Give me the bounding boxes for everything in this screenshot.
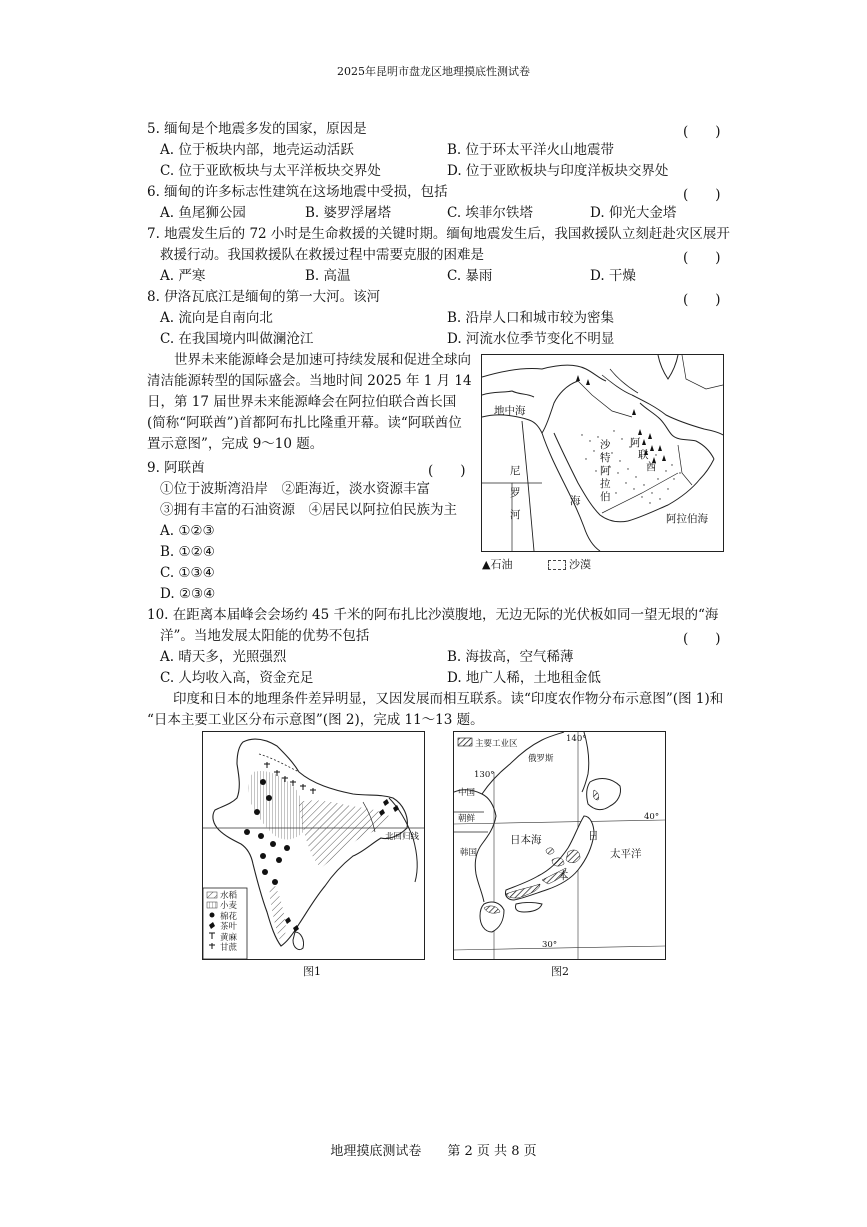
oil-markers: [576, 375, 666, 463]
label-north-korea: 朝鲜: [458, 814, 476, 824]
q8-answer-paren: ( ): [683, 292, 721, 308]
q10-stem-line1: 10. 在距离本届峰会会场约 45 千米的阿布扎比沙漠腹地，无边无际的光伏板如同一望无垠的“海: [147, 607, 719, 623]
legend-sugarcane: 甘蔗: [220, 943, 238, 953]
q5-stem: 5. 缅甸是个地震多发的国家，原因是: [147, 121, 367, 137]
label-japan-ri: 日: [588, 830, 599, 842]
label-russia: 俄罗斯: [528, 754, 554, 764]
q9-option-d: D. ②③④: [160, 586, 216, 602]
q5-option-c: C. 位于亚欧板块与太平洋板块交界处: [160, 163, 381, 179]
q10-answer-paren: ( ): [683, 631, 721, 647]
legend-jute: 黄麻: [220, 933, 238, 943]
q9-option-c: C. ①③④: [160, 565, 215, 581]
label-nile-3: 河: [510, 509, 521, 521]
fig2-caption: 图2: [551, 965, 569, 978]
label-south-korea: 韩国: [460, 848, 478, 858]
uae-location-map: [481, 354, 724, 552]
q7-option-b: B. 高温: [305, 268, 351, 284]
label-china: 中国: [458, 788, 476, 798]
q8-option-a: A. 流向是自南向北: [160, 310, 273, 326]
japan-industry-map: [453, 731, 666, 960]
q9-statement-line2: ③拥有丰富的石油资源 ④居民以阿拉伯民族为主: [160, 502, 457, 518]
oil-icon: ▲: [482, 558, 491, 571]
label-uae-2: 联: [638, 449, 649, 461]
passage-india-japan-line2: “日本主要工业区分布示意图”(图 2)，完成 11～13 题。: [147, 712, 484, 728]
q9-option-a: A. ①②③: [160, 523, 215, 539]
q5-answer-paren: ( ): [683, 124, 721, 140]
q9-answer-paren: ( ): [428, 463, 466, 479]
q5-option-d: D. 位于亚欧板块与印度洋板块交界处: [447, 163, 669, 179]
page-header: 2025年昆明市盘龙区地理摸底性测试卷: [337, 65, 530, 78]
q10-option-c: C. 人均收入高，资金充足: [160, 670, 314, 686]
q6-option-c: C. 埃菲尔铁塔: [447, 205, 533, 221]
legend-oil: [482, 556, 512, 572]
q10-option-d: D. 地广人稀，土地租金低: [447, 670, 601, 686]
passage-india-japan-line1: 印度和日本的地理条件差异明显，又因发展而相互联系。读“印度农作物分布示意图”(图 1)和: [173, 691, 724, 707]
legend-rice: 水稻: [220, 891, 238, 901]
q6-option-a: A. 鱼尾狮公园: [160, 205, 246, 221]
q8-option-d: D. 河流水位季节变化不明显: [447, 331, 615, 347]
q6-option-d: D. 仰光大金塔: [590, 205, 677, 221]
india-crops-map: [202, 731, 425, 960]
legend-cotton: 棉花: [220, 912, 238, 922]
label-saudi-arabia: 沙特阿拉伯: [600, 439, 611, 503]
label-uae-3: 酋: [646, 461, 657, 473]
q10-stem-line2: 洋”。当地发展太阳能的优势不包括: [160, 628, 370, 644]
label-uae-1: 阿: [630, 437, 641, 449]
label-red-sea: 海: [570, 495, 581, 507]
q8-stem: 8. 伊洛瓦底江是缅甸的第一大河。该河: [147, 289, 381, 305]
legend-tea: 茶叶: [220, 922, 238, 932]
label-lat-30: 30°: [542, 940, 558, 950]
q9-statement-line1: ①位于波斯湾沿岸 ②距海近，淡水资源丰富: [160, 481, 430, 497]
q7-stem-line1: 7. 地震发生后的 72 小时是生命救援的关键时期。缅甸地震发生后，我国救援队立刻赶赴灾区展开: [147, 226, 730, 242]
legend-desert: [548, 556, 591, 572]
label-tropic-of-cancer: 北回归线: [385, 832, 420, 842]
q7-option-d: D. 干燥: [590, 268, 636, 284]
q7-option-a: A. 严寒: [160, 268, 206, 284]
label-sea-of-japan: 日本海: [510, 834, 542, 846]
q9-option-b: B. ①②④: [160, 544, 215, 560]
q6-answer-paren: ( ): [683, 187, 721, 203]
q8-option-c: C. 在我国境内叫做澜沧江: [160, 331, 314, 347]
q5-option-a: A. 位于板块内部，地壳运动活跃: [160, 142, 354, 158]
label-pacific: 太平洋: [610, 848, 642, 860]
passage-energy-summit: 世界未来能源峰会是加速可持续发展和促进全球向清洁能源转型的国际盛会。当地时间 2025 年 1 月 14 日，第 17 届世界未来能源峰会在阿拉伯联合酋长国(简称“阿联酋”)首都阿布扎比隆重开幕。读“阿联酋位置示意图”，完成 9～10 题。: [147, 352, 472, 452]
label-nile-2: 罗: [510, 487, 521, 499]
q8-option-b: B. 沿岸人口和城市较为密集: [447, 310, 615, 326]
legend-oil-label: 石油: [490, 558, 513, 571]
label-lon-140: 140°: [566, 734, 587, 744]
legend-wheat: 小麦: [220, 901, 238, 911]
q7-answer-paren: ( ): [683, 250, 721, 266]
desert-swatch-icon: [548, 560, 566, 570]
page-footer: 地理摸底测试卷 第 2 页 共 8 页: [330, 1144, 537, 1159]
legend-desert-label: 沙漠: [569, 558, 591, 571]
label-nile-1: 尼: [510, 465, 521, 477]
q6-option-b: B. 婆罗浮屠塔: [305, 205, 392, 221]
label-mediterranean: 地中海: [494, 405, 526, 417]
q10-option-a: A. 晴天多，光照强烈: [160, 649, 287, 665]
q10-option-b: B. 海拔高，空气稀薄: [447, 649, 574, 665]
label-arabian-sea: 阿拉伯海: [666, 513, 708, 525]
fig1-caption: 图1: [303, 965, 321, 978]
q5-option-b: B. 位于环太平洋火山地震带: [447, 142, 615, 158]
label-japan-ben: 本: [558, 870, 569, 882]
label-lon-130: 130°: [474, 770, 495, 780]
q9-stem: 9. 阿联酋: [147, 460, 205, 476]
q7-stem-line2: 救援行动。我国救援队在救援过程中需要克服的困难是: [160, 247, 484, 263]
label-lat-40: 40°: [644, 812, 660, 822]
legend-industrial-area: 主要工业区: [475, 739, 518, 749]
q6-stem: 6. 缅甸的许多标志性建筑在这场地震中受损，包括: [147, 184, 448, 200]
q7-option-c: C. 暴雨: [447, 268, 493, 284]
